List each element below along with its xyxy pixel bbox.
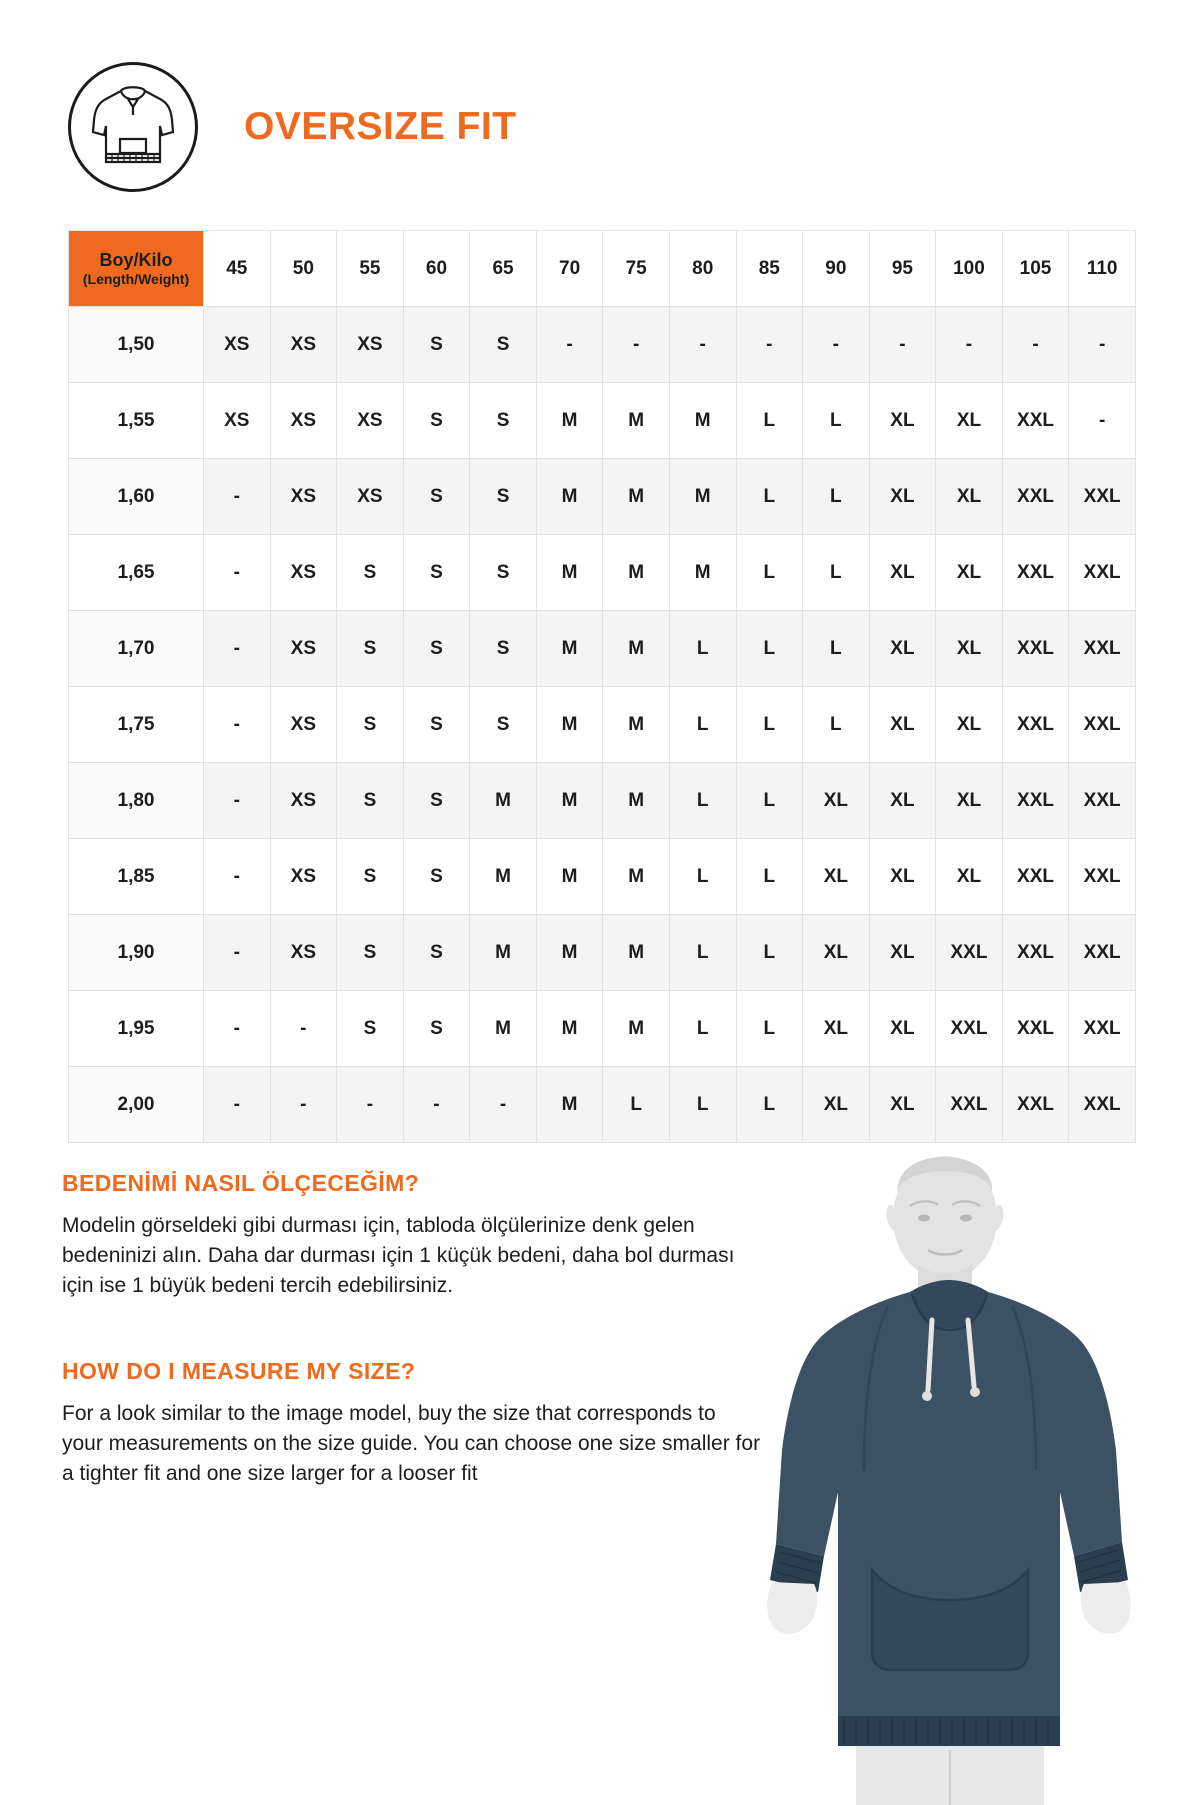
measure-title-tr: BEDENİMİ NASIL ÖLÇECEĞİM? [62, 1170, 420, 1196]
size-cell: XXL [1069, 459, 1136, 535]
size-cell: XL [936, 763, 1003, 839]
size-table-container [68, 230, 1136, 1143]
size-cell: XXL [1069, 535, 1136, 611]
size-cell: S [470, 535, 537, 611]
size-cell: L [736, 687, 803, 763]
measure-body-en: For a look similar to the image model, buy the size that corresponds to your measurements on the size guide. You can choose one size smaller for a tighter fit and one size larger for a looser fit [62, 1402, 761, 1486]
size-cell: XL [869, 611, 936, 687]
size-cell: M [536, 1067, 603, 1143]
size-cell: XS [204, 307, 271, 383]
size-cell: - [869, 307, 936, 383]
table-row [69, 459, 1136, 535]
size-cell: XL [803, 839, 870, 915]
weight-header-95: 95 [869, 231, 936, 307]
size-cell: L [669, 1067, 736, 1143]
size-cell: S [337, 763, 404, 839]
size-cell: M [470, 915, 537, 991]
size-cell: XS [270, 839, 337, 915]
weight-header-75: 75 [603, 231, 670, 307]
size-cell: XS [270, 535, 337, 611]
size-cell: - [603, 307, 670, 383]
size-cell: L [803, 611, 870, 687]
size-cell: M [603, 383, 670, 459]
size-cell: L [803, 687, 870, 763]
size-cell: L [736, 991, 803, 1067]
weight-header-100: 100 [936, 231, 1003, 307]
size-cell: M [603, 915, 670, 991]
size-cell: XL [869, 383, 936, 459]
size-cell: M [603, 611, 670, 687]
size-cell: M [470, 763, 537, 839]
size-cell: S [403, 307, 470, 383]
size-cell: S [337, 839, 404, 915]
size-cell: - [204, 839, 271, 915]
table-row [69, 915, 1136, 991]
size-cell: XS [204, 383, 271, 459]
size-cell: L [669, 991, 736, 1067]
weight-header-80: 80 [669, 231, 736, 307]
size-cell: XL [869, 687, 936, 763]
size-cell: L [736, 383, 803, 459]
height-label: 1,65 [69, 535, 204, 611]
size-cell: XS [270, 915, 337, 991]
table-row [69, 991, 1136, 1067]
model-wearing-hoodie-illustration [760, 1140, 1180, 1800]
weight-header-90: 90 [803, 231, 870, 307]
size-cell: XXL [1002, 459, 1069, 535]
size-cell: L [669, 611, 736, 687]
size-cell: - [204, 1067, 271, 1143]
table-row [69, 839, 1136, 915]
corner-label-secondary: (Length/Weight) [82, 270, 190, 287]
size-cell: XL [869, 991, 936, 1067]
size-cell: - [270, 1067, 337, 1143]
size-cell: XS [270, 687, 337, 763]
size-cell: XL [869, 535, 936, 611]
height-label: 1,50 [69, 307, 204, 383]
size-cell: S [470, 383, 537, 459]
size-cell: XXL [1069, 611, 1136, 687]
size-cell: XXL [936, 915, 1003, 991]
size-cell: XL [936, 687, 1003, 763]
size-cell: L [736, 1067, 803, 1143]
size-cell: XXL [1002, 839, 1069, 915]
height-label: 2,00 [69, 1067, 204, 1143]
table-row [69, 307, 1136, 383]
size-cell: M [669, 535, 736, 611]
table-header-row [69, 231, 1136, 307]
size-cell: XXL [1069, 839, 1136, 915]
size-cell: L [736, 839, 803, 915]
size-cell: - [536, 307, 603, 383]
size-cell: - [1002, 307, 1069, 383]
table-row [69, 535, 1136, 611]
size-cell: - [204, 991, 271, 1067]
measure-body-tr: Modelin görseldeki gibi durması için, tabloda ölçülerinize denk gelen bedeninizi alın. Daha dar durması için 1 küçük bedeni, daha bol durması için ise 1 büyük bedeni tercih edebilirsiniz. [62, 1214, 735, 1297]
size-cell: - [669, 307, 736, 383]
size-cell: S [470, 307, 537, 383]
size-cell: - [470, 1067, 537, 1143]
size-cell: L [803, 383, 870, 459]
size-cell: - [1069, 307, 1136, 383]
size-cell: - [204, 687, 271, 763]
size-cell: XS [270, 307, 337, 383]
size-cell: M [470, 839, 537, 915]
size-cell: XXL [936, 1067, 1003, 1143]
table-row [69, 687, 1136, 763]
size-cell: M [603, 535, 670, 611]
height-label: 1,80 [69, 763, 204, 839]
size-cell: XXL [1069, 687, 1136, 763]
size-cell: M [536, 915, 603, 991]
size-cell: XXL [1002, 383, 1069, 459]
weight-header-45: 45 [204, 231, 271, 307]
size-cell: - [204, 763, 271, 839]
size-cell: M [536, 991, 603, 1067]
size-cell: XL [869, 459, 936, 535]
corner-label-primary: Boy/Kilo [99, 250, 173, 271]
size-cell: M [536, 535, 603, 611]
size-cell: S [337, 611, 404, 687]
size-cell: L [669, 687, 736, 763]
size-cell: XS [270, 459, 337, 535]
size-cell: XXL [1069, 915, 1136, 991]
weight-header-55: 55 [337, 231, 404, 307]
header [0, 0, 1200, 192]
size-cell: L [669, 839, 736, 915]
size-cell: S [403, 459, 470, 535]
size-cell: XL [936, 383, 1003, 459]
size-cell: S [337, 991, 404, 1067]
size-cell: XS [270, 383, 337, 459]
height-label: 1,55 [69, 383, 204, 459]
size-cell: - [936, 307, 1003, 383]
size-cell: XS [337, 459, 404, 535]
size-cell: L [603, 1067, 670, 1143]
table-corner-header [69, 231, 204, 307]
size-cell: S [403, 611, 470, 687]
size-cell: XXL [936, 991, 1003, 1067]
size-cell: XL [936, 535, 1003, 611]
height-label: 1,75 [69, 687, 204, 763]
size-cell: XXL [1002, 611, 1069, 687]
weight-header-65: 65 [470, 231, 537, 307]
size-cell: XXL [1069, 1067, 1136, 1143]
weight-header-60: 60 [403, 231, 470, 307]
size-cell: L [803, 535, 870, 611]
size-cell: XL [936, 459, 1003, 535]
size-cell: XXL [1069, 991, 1136, 1067]
size-cell: XL [869, 839, 936, 915]
size-cell: M [603, 991, 670, 1067]
size-table-head [69, 231, 1136, 307]
size-cell: L [736, 459, 803, 535]
height-label: 1,60 [69, 459, 204, 535]
size-cell: - [337, 1067, 404, 1143]
size-cell: S [403, 763, 470, 839]
size-cell: M [603, 459, 670, 535]
size-cell: - [204, 611, 271, 687]
size-cell: S [403, 687, 470, 763]
size-cell: M [536, 383, 603, 459]
size-cell: L [736, 535, 803, 611]
size-cell: XS [337, 383, 404, 459]
size-cell: XXL [1002, 915, 1069, 991]
size-cell: XXL [1002, 991, 1069, 1067]
table-row [69, 383, 1136, 459]
size-cell: - [204, 459, 271, 535]
size-cell: XS [270, 763, 337, 839]
size-cell: M [536, 687, 603, 763]
size-cell: S [403, 839, 470, 915]
table-row [69, 763, 1136, 839]
size-cell: - [736, 307, 803, 383]
size-cell: S [470, 459, 537, 535]
page-title: OVERSIZE FIT [244, 105, 517, 148]
size-cell: XL [936, 839, 1003, 915]
size-cell: S [403, 535, 470, 611]
size-cell: XL [936, 611, 1003, 687]
height-label: 1,70 [69, 611, 204, 687]
height-label: 1,90 [69, 915, 204, 991]
measure-title-en: HOW DO I MEASURE MY SIZE? [62, 1358, 416, 1385]
size-cell: XL [803, 763, 870, 839]
weight-header-85: 85 [736, 231, 803, 307]
size-cell: M [536, 839, 603, 915]
size-cell: S [470, 611, 537, 687]
size-cell: XL [803, 915, 870, 991]
weight-header-50: 50 [270, 231, 337, 307]
size-cell: L [736, 915, 803, 991]
size-cell: XXL [1002, 763, 1069, 839]
size-cell: M [603, 839, 670, 915]
size-cell: XS [337, 307, 404, 383]
size-cell: S [403, 991, 470, 1067]
weight-header-110: 110 [1069, 231, 1136, 307]
size-cell: M [603, 763, 670, 839]
weight-header-70: 70 [536, 231, 603, 307]
size-cell: L [736, 611, 803, 687]
size-cell: S [337, 535, 404, 611]
size-cell: M [669, 459, 736, 535]
size-cell: XXL [1002, 1067, 1069, 1143]
size-cell: XL [803, 1067, 870, 1143]
size-cell: S [337, 915, 404, 991]
size-cell: L [803, 459, 870, 535]
size-cell: XL [869, 915, 936, 991]
size-cell: M [536, 459, 603, 535]
size-cell: XL [869, 763, 936, 839]
size-cell: S [403, 383, 470, 459]
size-cell: - [204, 535, 271, 611]
size-cell: M [536, 763, 603, 839]
table-row [69, 611, 1136, 687]
size-cell: XS [270, 611, 337, 687]
height-label: 1,95 [69, 991, 204, 1067]
size-cell: S [470, 687, 537, 763]
size-cell: M [603, 687, 670, 763]
size-cell: - [403, 1067, 470, 1143]
size-table [68, 230, 1136, 1143]
size-cell: XXL [1069, 763, 1136, 839]
size-cell: M [669, 383, 736, 459]
size-cell: - [270, 991, 337, 1067]
info-text-column [62, 1170, 762, 1489]
size-cell: XL [803, 991, 870, 1067]
size-cell: S [403, 915, 470, 991]
size-cell: XXL [1002, 535, 1069, 611]
size-cell: XXL [1002, 687, 1069, 763]
info-section [0, 1130, 1200, 1800]
size-cell: L [736, 763, 803, 839]
size-cell: - [1069, 383, 1136, 459]
size-cell: XL [869, 1067, 936, 1143]
weight-header-105: 105 [1002, 231, 1069, 307]
size-cell: M [536, 611, 603, 687]
size-cell: S [337, 687, 404, 763]
size-cell: - [803, 307, 870, 383]
size-cell: L [669, 763, 736, 839]
size-table-body [69, 307, 1136, 1143]
size-cell: - [204, 915, 271, 991]
size-cell: L [669, 915, 736, 991]
height-label: 1,85 [69, 839, 204, 915]
size-cell: M [470, 991, 537, 1067]
hoodie-icon [68, 62, 198, 192]
